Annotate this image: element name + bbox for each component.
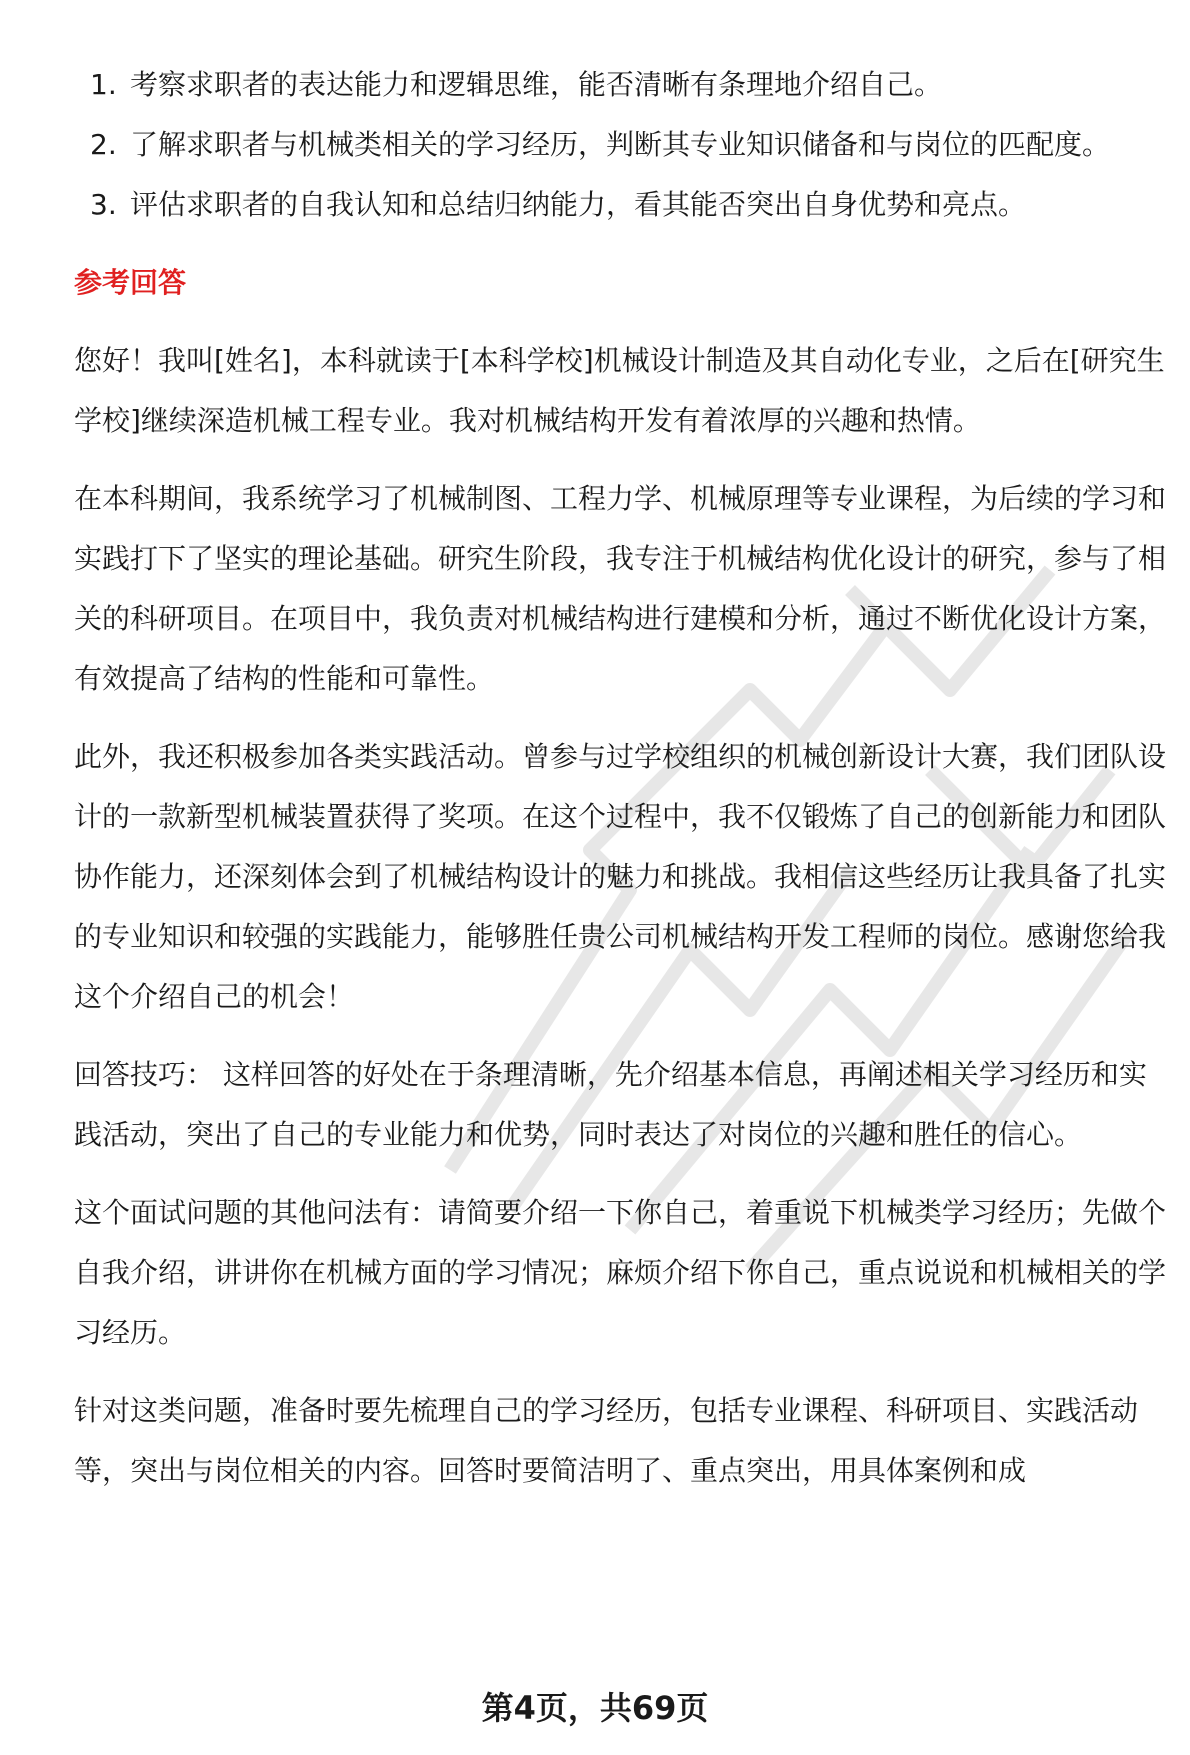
- list-item-text: 了解求职者与机械类相关的学习经历，判断其专业知识储备和与岗位的匹配度。: [130, 128, 1111, 161]
- list-item: [74, 115, 1174, 175]
- list-number: 3.: [90, 188, 117, 221]
- paragraph: 在本科期间，我系统学习了机械制图、工程力学、机械原理等专业课程，为后续的学习和实践打下了坚实的理论基础。研究生阶段，我专注于机械结构优化设计的研究，参与了相关的科研项目。在项目中，我负责对机械结构进行建模和分析，通过不断优化设计方案，有效提高了结构的性能和可靠性。: [74, 482, 1167, 695]
- list-item-text: 评估求职者的自我认知和总结归纳能力，看其能否突出自身优势和亮点。: [130, 188, 1027, 221]
- paragraph: 您好！我叫[姓名]，本科就读于[本科学校]机械设计制造及其自动化专业，之后在[研究生学校]继续深造机械工程专业。我对机械结构开发有着浓厚的兴趣和热情。: [74, 344, 1165, 437]
- document-body: [74, 55, 1174, 1519]
- paragraph: 针对这类问题，准备时要先梳理自己的学习经历，包括专业课程、科研项目、实践活动等，突出与岗位相关的内容。回答时要简洁明了、重点突出，用具体案例和成: [74, 1394, 1139, 1487]
- section-heading-reference-answer: 参考回答: [74, 266, 187, 299]
- paragraph: 此外，我还积极参加各类实践活动。曾参与过学校组织的机械创新设计大赛，我们团队设计的一款新型机械装置获得了奖项。在这个过程中，我不仅锻炼了自己的创新能力和团队协作能力，还深刻体会到了机械结构设计的魅力和挑战。我相信这些经历让我具备了扎实的专业知识和较强的实践能力，能够胜任贵公司机械结构开发工程师的岗位。感谢您给我这个介绍自己的机会！: [74, 740, 1167, 1013]
- list-item: [74, 175, 1174, 235]
- paragraph-answer-tips: 回答技巧： 这样回答的好处在于条理清晰，先介绍基本信息，再阐述相关学习经历和实践活动，突出了自己的专业能力和优势，同时表达了对岗位的兴趣和胜任的信心。: [74, 1058, 1147, 1151]
- evaluation-points-list: [74, 55, 1174, 235]
- list-item-text: 考察求职者的表达能力和逻辑思维，能否清晰有条理地介绍自己。: [130, 68, 943, 101]
- list-number: 2.: [90, 128, 117, 161]
- list-number: 1.: [90, 68, 117, 101]
- page-number-footer: 第4页，共69页: [481, 1689, 709, 1727]
- list-item: [74, 55, 1174, 115]
- paragraph-alternative-questions: 这个面试问题的其他问法有：请简要介绍一下你自己，着重说下机械类学习经历；先做个自我介绍，讲讲你在机械方面的学习情况；麻烦介绍下你自己，重点说说和机械相关的学习经历。: [74, 1196, 1167, 1349]
